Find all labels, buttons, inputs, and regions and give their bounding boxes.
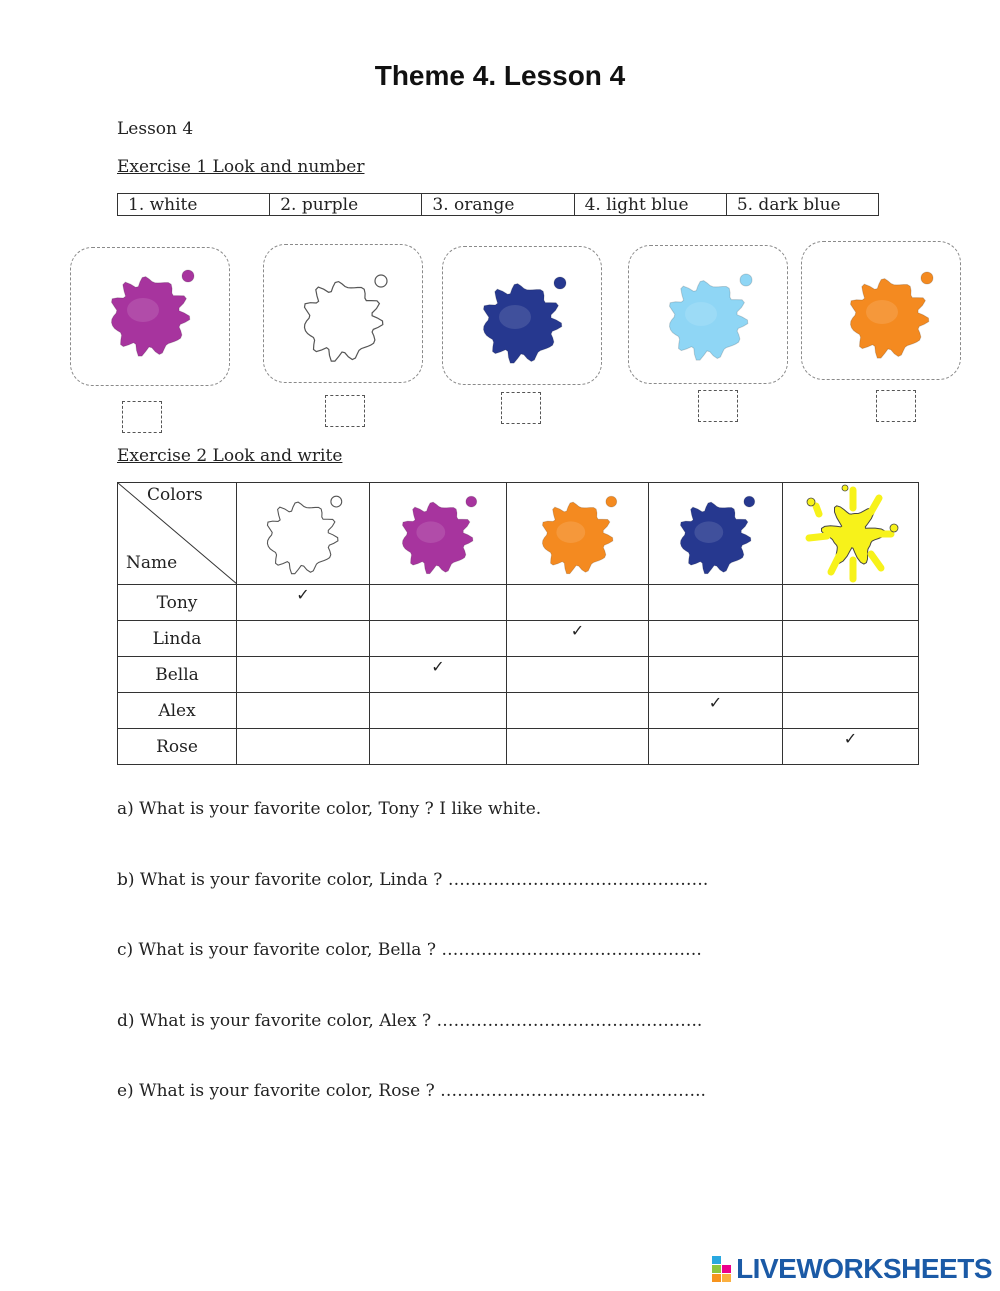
- white-splash-icon: [294, 267, 394, 367]
- student-name: Alex: [118, 693, 237, 729]
- check-mark-icon: ✓: [431, 656, 445, 676]
- answer-cell[interactable]: [370, 585, 507, 621]
- answer-box[interactable]: [876, 390, 916, 422]
- exercise1-heading: Exercise 1 Look and number: [117, 157, 365, 177]
- answer-cell[interactable]: [783, 585, 919, 621]
- white-splash-icon: [258, 489, 348, 579]
- student-name: Bella: [118, 657, 237, 693]
- check-mark-icon: ✓: [708, 692, 723, 712]
- student-name: Rose: [118, 729, 237, 765]
- answer-cell[interactable]: [507, 621, 649, 657]
- yellow-splash-icon: [798, 484, 904, 584]
- question-e: e) What is your favorite color, Rose ? ………………………………………..: [117, 1081, 706, 1101]
- answer-cell[interactable]: [783, 657, 919, 693]
- check-mark-icon: ✓: [296, 584, 310, 604]
- answer-cell[interactable]: [649, 729, 783, 765]
- answer-cell[interactable]: [649, 693, 783, 729]
- word-bank-item: 1. white: [118, 194, 270, 215]
- check-mark-icon: ✓: [843, 728, 858, 748]
- answer-cell[interactable]: [370, 621, 507, 657]
- color-table: [117, 482, 919, 765]
- question-b: b) What is your favorite color, Linda ? ……………………………………….: [117, 870, 709, 890]
- answer-cell[interactable]: [783, 729, 919, 765]
- question-c: c) What is your favorite color, Bella ? ……………………………………….: [117, 940, 702, 960]
- splash-card: [263, 244, 423, 383]
- answer-cell[interactable]: [237, 729, 370, 765]
- orange-splash-icon: [533, 489, 623, 579]
- exercise2-heading: Exercise 2 Look and write: [117, 446, 343, 466]
- liveworksheets-logo: [711, 1253, 992, 1285]
- header-name-label: Name: [126, 553, 178, 573]
- answer-cell[interactable]: [783, 693, 919, 729]
- answer-box[interactable]: [325, 395, 365, 427]
- answer-cell[interactable]: [370, 657, 507, 693]
- table-row: [118, 729, 919, 765]
- student-name: Linda: [118, 621, 237, 657]
- check-mark-icon: ✓: [570, 620, 585, 640]
- word-bank-item: 2. purple: [270, 194, 422, 215]
- answer-cell[interactable]: [507, 657, 649, 693]
- answer-cell[interactable]: [649, 657, 783, 693]
- answer-cell[interactable]: [507, 693, 649, 729]
- dark-blue-splash-icon: [671, 489, 761, 579]
- splash-card: [442, 246, 602, 385]
- answer-cell[interactable]: [507, 585, 649, 621]
- page-title: Theme 4. Lesson 4: [374, 60, 626, 91]
- logo-blocks-icon: [711, 1256, 733, 1282]
- dark-blue-splash-icon: [473, 269, 573, 369]
- lesson-label: Lesson 4: [117, 119, 194, 139]
- answer-box[interactable]: [122, 401, 162, 433]
- answer-cell[interactable]: [783, 621, 919, 657]
- word-bank-item: 5. dark blue: [736, 195, 841, 215]
- splash-card: [70, 247, 230, 386]
- student-name: Tony: [118, 585, 237, 621]
- answer-box[interactable]: [698, 390, 738, 422]
- answer-cell[interactable]: [649, 621, 783, 657]
- answer-box[interactable]: [501, 392, 541, 424]
- answer-cell[interactable]: [237, 657, 370, 693]
- splash-card: [801, 241, 961, 380]
- table-row: [118, 657, 919, 693]
- header-colors-label: Colors: [147, 485, 203, 505]
- answer-cell[interactable]: [237, 585, 370, 621]
- question-d: d) What is your favorite color, Alex ? ………………………………………..: [117, 1011, 703, 1031]
- purple-splash-icon: [393, 489, 483, 579]
- table-row: [118, 693, 919, 729]
- logo-text: LIVEWORKSHEETS: [736, 1253, 992, 1284]
- table-row: [118, 621, 919, 657]
- light-blue-splash-icon: [659, 266, 759, 366]
- word-bank-item: 3. orange: [422, 194, 574, 215]
- table-row: [118, 585, 919, 621]
- word-bank-item: 4. light blue: [575, 194, 727, 215]
- answer-cell[interactable]: [237, 693, 370, 729]
- orange-splash-icon: [840, 264, 940, 364]
- answer-cell[interactable]: [370, 729, 507, 765]
- word-bank: [117, 193, 879, 216]
- question-a: a) What is your favorite color, Tony ? I like white.: [117, 799, 542, 819]
- splash-card: [628, 245, 788, 384]
- answer-cell[interactable]: [237, 621, 370, 657]
- answer-cell[interactable]: [649, 585, 783, 621]
- answer-cell[interactable]: [370, 693, 507, 729]
- purple-splash-icon: [101, 262, 201, 362]
- answer-cell[interactable]: [507, 729, 649, 765]
- table-corner-cell: [118, 483, 237, 585]
